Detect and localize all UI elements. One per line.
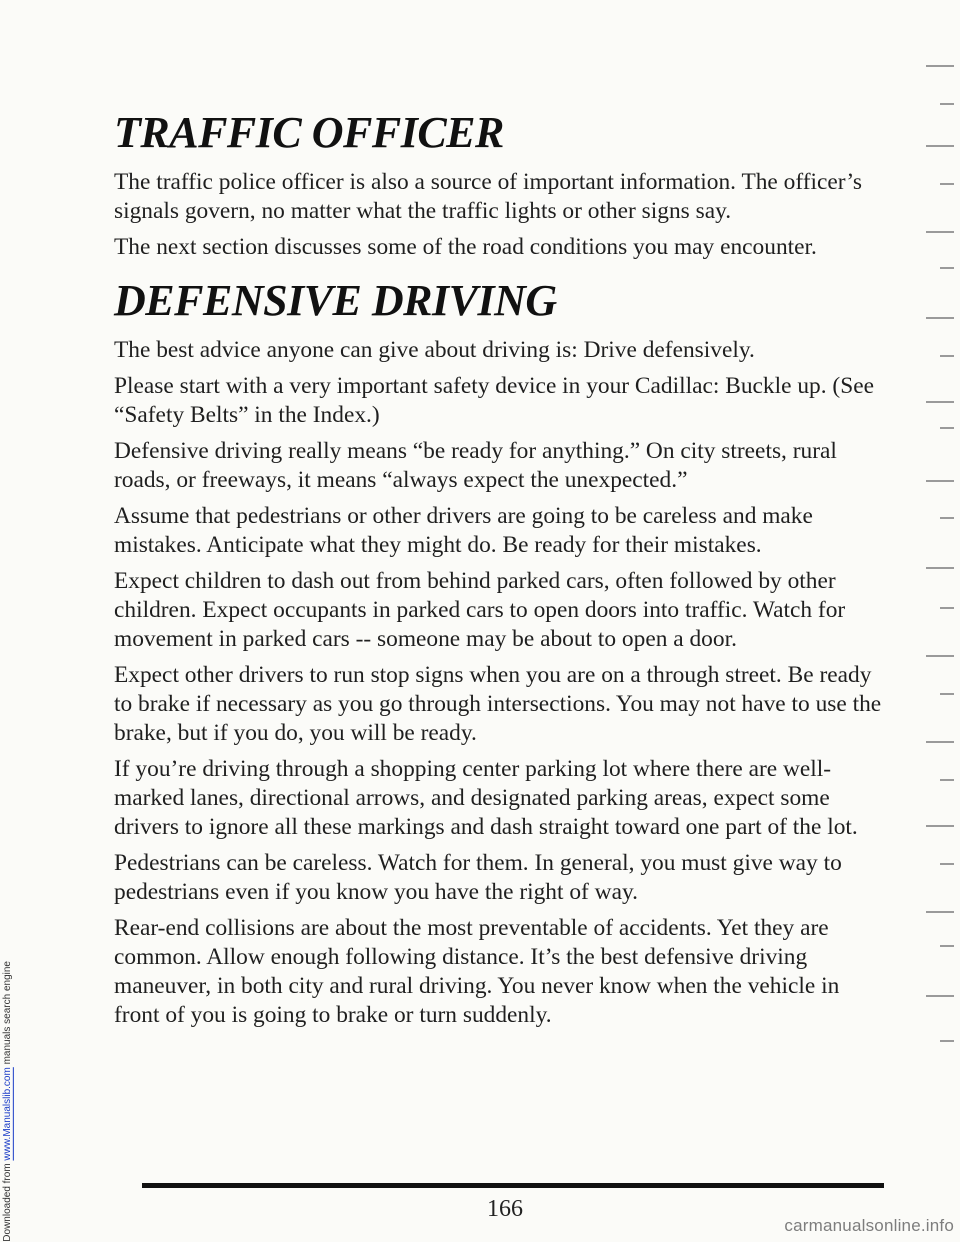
banner-prefix: Downloaded from xyxy=(1,1163,13,1242)
paragraph: Expect other drivers to run stop signs when you are on a through street. Be ready to brake if necessary as you go through intersections. You may not have to use the brake, but if you do, you will be ready. xyxy=(114,662,882,746)
paragraph: The next section discusses some of the road conditions you may encounter. xyxy=(114,234,817,260)
watermark: carmanualsonline.info xyxy=(784,1216,954,1235)
download-banner xyxy=(0,0,14,1242)
paragraph: Please start with a very important safety device in your Cadillac: Buckle up. (See “Safety Belts” in the Index.) xyxy=(114,373,874,428)
paragraph: Defensive driving really means “be ready for anything.” On city streets, rural roads, or freeways, it means “always expect the unexpected.” xyxy=(114,438,837,493)
paragraph: Assume that pedestrians or other drivers are going to be careless and make mistakes. Anticipate what they might do. Be ready for their mistakes. xyxy=(114,503,813,558)
heading-defensive-driving: DEFENSIVE DRIVING xyxy=(114,276,557,325)
page-content xyxy=(114,108,884,1030)
paragraph: If you’re driving through a shopping center parking lot where there are well-marked lanes, directional arrows, and designated parking areas, expect some drivers to ignore all these markings and dash straight toward one part of the lot. xyxy=(114,756,858,840)
paragraph: Expect children to dash out from behind parked cars, often followed by other children. Expect occupants in parked cars to open doors into traffic. Watch for movement in parked cars -- someone may be about to open a door. xyxy=(114,568,846,652)
paragraph: Pedestrians can be careless. Watch for them. In general, you must give way to pedestrians even if you know you have the right of way. xyxy=(114,850,842,905)
page-edge-marks xyxy=(918,55,954,1055)
paragraph: Rear-end collisions are about the most preventable of accidents. Yet they are common. Allow enough following distance. It’s the best defensive driving maneuver, in both city and rural driving. You never know when the vehicle in front of you is going to brake or turn suddenly. xyxy=(114,915,840,1028)
heading-traffic-officer: TRAFFIC OFFICER xyxy=(114,108,504,157)
manualslib-link[interactable]: www.Manualslib.com xyxy=(1,1067,13,1161)
banner-suffix: manuals search engine xyxy=(1,961,13,1065)
footer-rule xyxy=(142,1183,884,1188)
page-number: 166 xyxy=(487,1196,523,1222)
paragraph: The best advice anyone can give about driving is: Drive defensively. xyxy=(114,337,755,363)
paragraph: The traffic police officer is also a source of important information. The officer’s signals govern, no matter what the traffic lights or other signs say. xyxy=(114,169,863,224)
